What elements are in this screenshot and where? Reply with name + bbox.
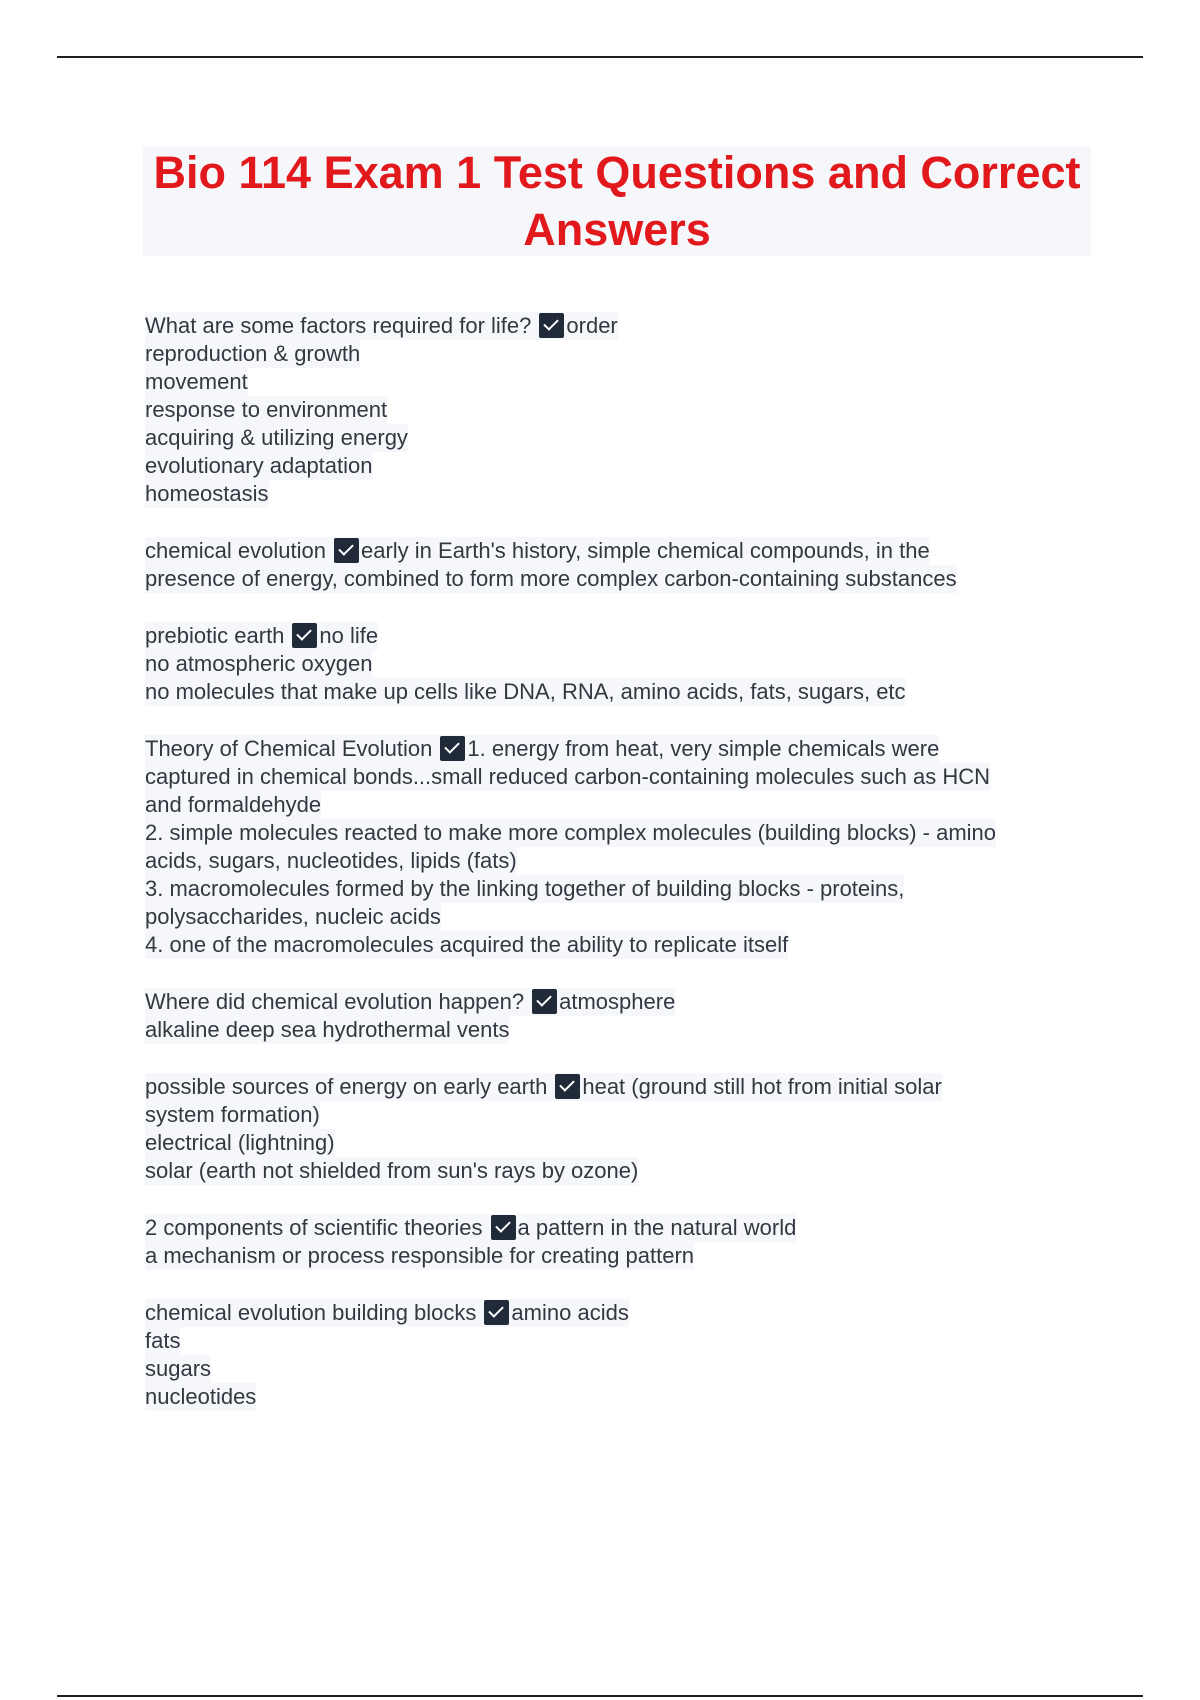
qa-item [145, 988, 1085, 1044]
checkmark-icon [555, 1074, 580, 1099]
answer-line: captured in chemical bonds...small reduced carbon-containing molecules such as HCN [145, 764, 990, 789]
answer-line: a mechanism or process responsible for creating pattern [145, 1243, 695, 1268]
qa-first-line [145, 537, 930, 565]
qa-item [145, 622, 1085, 706]
qa-first-line [145, 312, 618, 340]
answer-line: system formation) [145, 1102, 320, 1127]
question-text: chemical evolution [145, 538, 326, 563]
qa-first-line [145, 1299, 629, 1327]
checkmark-icon [484, 1300, 509, 1325]
checkmark-icon [539, 313, 564, 338]
answer-line: a pattern in the natural world [517, 1215, 797, 1240]
answer-line: and formaldehyde [145, 792, 322, 817]
qa-first-line [145, 735, 939, 763]
qa-item [145, 1073, 1085, 1185]
answer-line: 2. simple molecules reacted to make more complex molecules (building blocks) - amino [145, 820, 997, 845]
bottom-rule [57, 1695, 1143, 1697]
answer-line: fats [145, 1328, 181, 1353]
answer-line: 4. one of the macromolecules acquired the ability to replicate itself [145, 932, 789, 957]
answer-line: 1. energy from heat, very simple chemicals were [467, 736, 940, 761]
qa-list [145, 312, 1085, 1440]
answer-line: heat (ground still hot from initial solar [582, 1074, 942, 1099]
qa-first-line [145, 988, 675, 1016]
qa-first-line [145, 1073, 942, 1101]
checkmark-icon [334, 538, 359, 563]
top-rule [57, 56, 1143, 58]
question-text: chemical evolution building blocks [145, 1300, 477, 1325]
answer-line: order [566, 313, 618, 338]
answer-line: electrical (lightning) [145, 1130, 335, 1155]
answer-line: sugars [145, 1356, 212, 1381]
checkmark-icon [292, 623, 317, 648]
checkmark-icon [491, 1215, 516, 1240]
question-text: Theory of Chemical Evolution [145, 736, 433, 761]
question-text: possible sources of energy on early earth [145, 1074, 548, 1099]
answer-line: alkaline deep sea hydrothermal vents [145, 1017, 510, 1042]
question-text: 2 components of scientific theories [145, 1215, 483, 1240]
page-title: Bio 114 Exam 1 Test Questions and Correct Answers [153, 147, 1081, 255]
answer-line: evolutionary adaptation [145, 453, 373, 478]
answer-line: no molecules that make up cells like DNA, RNA, amino acids, fats, sugars, etc [145, 679, 906, 704]
qa-item [145, 537, 1085, 593]
qa-item [145, 735, 1085, 959]
title-banner [143, 146, 1091, 256]
qa-item [145, 1214, 1085, 1270]
answer-line: response to environment [145, 397, 388, 422]
answer-line: homeostasis [145, 481, 269, 506]
answer-line: early in Earth's history, simple chemical compounds, in the [360, 538, 930, 563]
answer-line: acids, sugars, nucleotides, lipids (fats) [145, 848, 517, 873]
qa-first-line [145, 1214, 796, 1242]
question-text: Where did chemical evolution happen? [145, 989, 525, 1014]
answer-line: no life [319, 623, 379, 648]
answer-line: atmosphere [559, 989, 676, 1014]
answer-line: polysaccharides, nucleic acids [145, 904, 441, 929]
answer-line: solar (earth not shielded from sun's rays by ozone) [145, 1158, 639, 1183]
answer-line: nucleotides [145, 1384, 257, 1409]
answer-line: presence of energy, combined to form more complex carbon-containing substances [145, 566, 957, 591]
question-text: prebiotic earth [145, 623, 285, 648]
qa-first-line [145, 622, 378, 650]
answer-line: reproduction & growth [145, 341, 361, 366]
answer-line: movement [145, 369, 248, 394]
checkmark-icon [440, 736, 465, 761]
answer-line: acquiring & utilizing energy [145, 425, 408, 450]
qa-item [145, 1299, 1085, 1411]
answer-line: no atmospheric oxygen [145, 651, 373, 676]
checkmark-icon [532, 989, 557, 1014]
question-text: What are some factors required for life? [145, 313, 532, 338]
qa-item [145, 312, 1085, 508]
answer-line: 3. macromolecules formed by the linking together of building blocks - proteins, [145, 876, 905, 901]
answer-line: amino acids [511, 1300, 629, 1325]
